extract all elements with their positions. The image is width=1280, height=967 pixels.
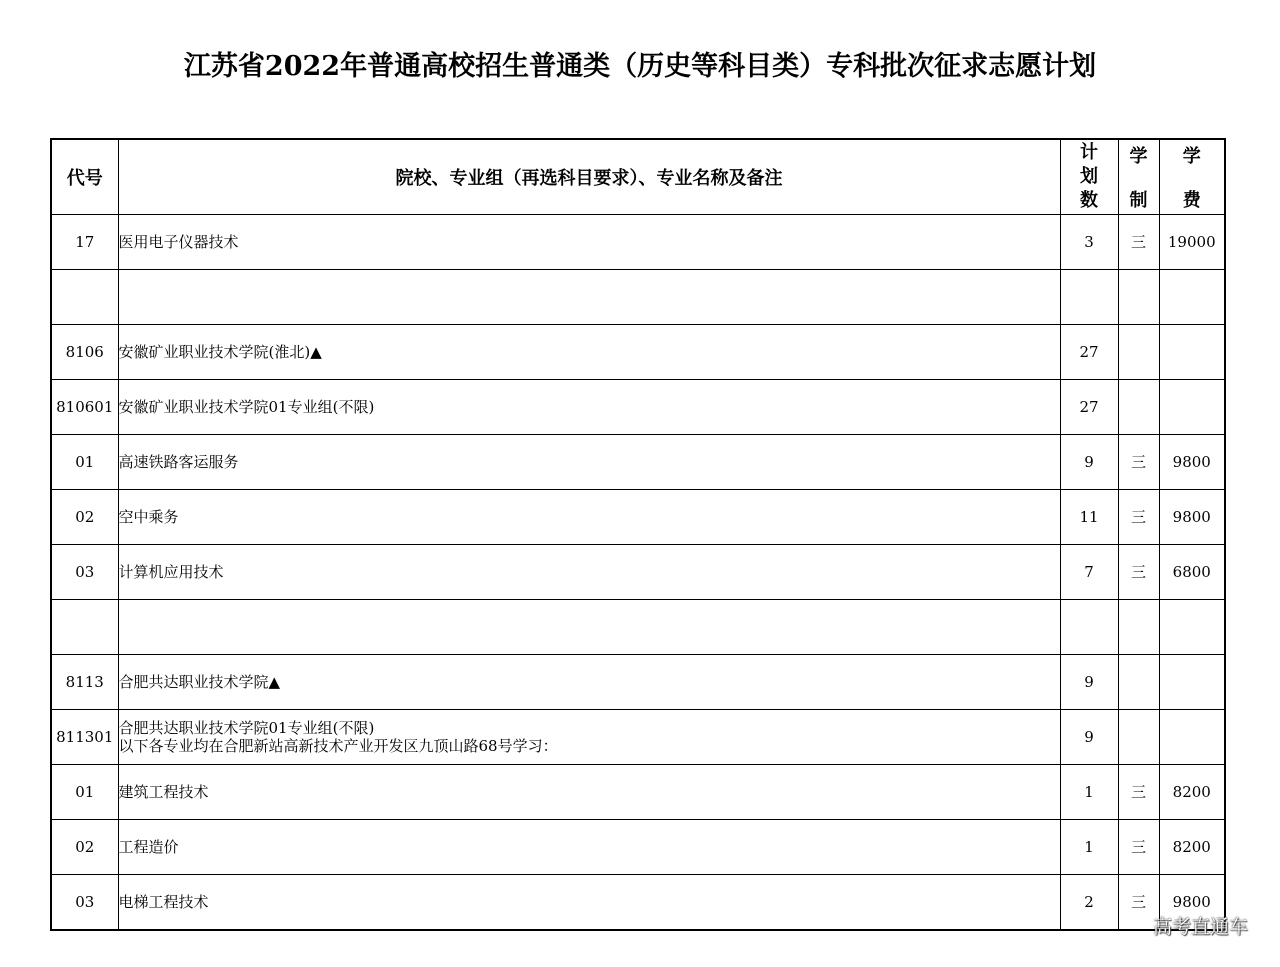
header-fee-char: 学 <box>1182 145 1201 167</box>
row-plan-count: 3 <box>1060 214 1118 269</box>
row-fee <box>1159 709 1225 764</box>
row-name: 安徽矿业职业技术学院01专业组(不限) <box>118 397 375 416</box>
row-fee <box>1159 269 1225 324</box>
row-length: 三 <box>1118 764 1159 819</box>
table-row <box>51 214 1225 269</box>
row-name-cell <box>118 874 1060 930</box>
row-name: 安徽矿业职业技术学院(淮北)▲ <box>118 342 322 361</box>
header-plan <box>1060 139 1118 214</box>
row-length <box>1118 379 1159 434</box>
header-length <box>1118 139 1159 214</box>
row-plan-count <box>1060 599 1118 654</box>
row-code: 810601 <box>51 379 118 434</box>
row-plan-count: 27 <box>1060 324 1118 379</box>
row-plan-count: 9 <box>1060 434 1118 489</box>
enrollment-plan-table <box>50 138 1226 931</box>
row-code: 17 <box>51 214 118 269</box>
header-code: 代号 <box>51 139 118 214</box>
row-code <box>51 599 118 654</box>
row-fee <box>1159 324 1225 379</box>
row-fee: 9800 <box>1159 489 1225 544</box>
row-plan-count <box>1060 269 1118 324</box>
row-name-cell <box>118 819 1060 874</box>
row-fee: 9800 <box>1159 874 1225 930</box>
row-length: 三 <box>1118 819 1159 874</box>
row-length <box>1118 269 1159 324</box>
row-length: 三 <box>1118 489 1159 544</box>
row-name-cell <box>118 599 1060 654</box>
table-row <box>51 489 1225 544</box>
row-code: 811301 <box>51 709 118 764</box>
row-length <box>1118 654 1159 709</box>
row-name: 合肥共达职业技术学院▲ <box>118 672 281 691</box>
row-name-cell <box>118 489 1060 544</box>
header-length-char: 制 <box>1129 189 1148 211</box>
row-name: 空中乘务 <box>118 507 179 526</box>
row-code: 8106 <box>51 324 118 379</box>
row-fee: 19000 <box>1159 214 1225 269</box>
row-name-cell <box>118 324 1060 379</box>
row-name-cell <box>118 269 1060 324</box>
row-name: 高速铁路客运服务 <box>118 452 239 471</box>
row-code: 02 <box>51 819 118 874</box>
row-fee: 8200 <box>1159 764 1225 819</box>
row-name: 合肥共达职业技术学院01专业组(不限) <box>118 718 375 737</box>
page-title: 江苏省2022年普通高校招生普通类（历史等科目类）专科批次征求志愿计划 <box>183 51 1097 82</box>
watermark: 高考直通车 <box>1152 916 1248 938</box>
header-plan-char: 计 <box>1080 141 1098 163</box>
row-code: 02 <box>51 489 118 544</box>
row-fee <box>1159 599 1225 654</box>
table-row <box>51 874 1225 930</box>
table-row <box>51 379 1225 434</box>
row-name-cell <box>118 654 1060 709</box>
header-length-char: 学 <box>1129 145 1148 167</box>
row-plan-count: 1 <box>1060 764 1118 819</box>
row-fee: 6800 <box>1159 544 1225 599</box>
row-code: 03 <box>51 874 118 930</box>
row-code <box>51 269 118 324</box>
row-fee: 9800 <box>1159 434 1225 489</box>
row-length: 三 <box>1118 874 1159 930</box>
row-code: 01 <box>51 764 118 819</box>
row-length <box>1118 599 1159 654</box>
row-fee <box>1159 379 1225 434</box>
row-plan-count: 9 <box>1060 709 1118 764</box>
row-name: 工程造价 <box>118 837 179 856</box>
table-header-row <box>51 139 1225 214</box>
table-row <box>51 819 1225 874</box>
row-code: 8113 <box>51 654 118 709</box>
row-name-cell <box>118 544 1060 599</box>
row-length <box>1118 324 1159 379</box>
table-body <box>51 214 1225 930</box>
row-name: 医用电子仪器技术 <box>118 232 239 251</box>
header-name: 院校、专业组（再选科目要求）、专业名称及备注 <box>118 139 1060 214</box>
table-row <box>51 709 1225 764</box>
row-name: 建筑工程技术 <box>118 782 209 801</box>
header-fee-char: 费 <box>1182 189 1201 211</box>
row-plan-count: 1 <box>1060 819 1118 874</box>
row-plan-count: 11 <box>1060 489 1118 544</box>
row-name: 计算机应用技术 <box>118 562 224 581</box>
row-name-cell <box>118 434 1060 489</box>
row-name-cell <box>118 764 1060 819</box>
row-plan-count: 27 <box>1060 379 1118 434</box>
row-name: 电梯工程技术 <box>118 892 209 911</box>
row-note: 以下各专业均在合肥新站高新技术产业开发区九顶山路68号学习： <box>118 736 558 755</box>
table-row <box>51 599 1225 654</box>
table-row <box>51 324 1225 379</box>
table-row <box>51 654 1225 709</box>
row-length: 三 <box>1118 544 1159 599</box>
table-row <box>51 544 1225 599</box>
row-fee <box>1159 654 1225 709</box>
row-plan-count: 2 <box>1060 874 1118 930</box>
row-plan-count: 9 <box>1060 654 1118 709</box>
table-row <box>51 434 1225 489</box>
table-row <box>51 269 1225 324</box>
table-row <box>51 764 1225 819</box>
row-name-cell <box>118 379 1060 434</box>
row-code: 03 <box>51 544 118 599</box>
header-plan-char: 数 <box>1080 189 1098 211</box>
row-code: 01 <box>51 434 118 489</box>
row-length: 三 <box>1118 434 1159 489</box>
row-name-cell <box>118 709 1060 764</box>
row-length: 三 <box>1118 214 1159 269</box>
header-plan-char: 划 <box>1080 165 1098 187</box>
row-length <box>1118 709 1159 764</box>
header-fee <box>1159 139 1225 214</box>
row-fee: 8200 <box>1159 819 1225 874</box>
row-plan-count: 7 <box>1060 544 1118 599</box>
row-name-cell <box>118 214 1060 269</box>
